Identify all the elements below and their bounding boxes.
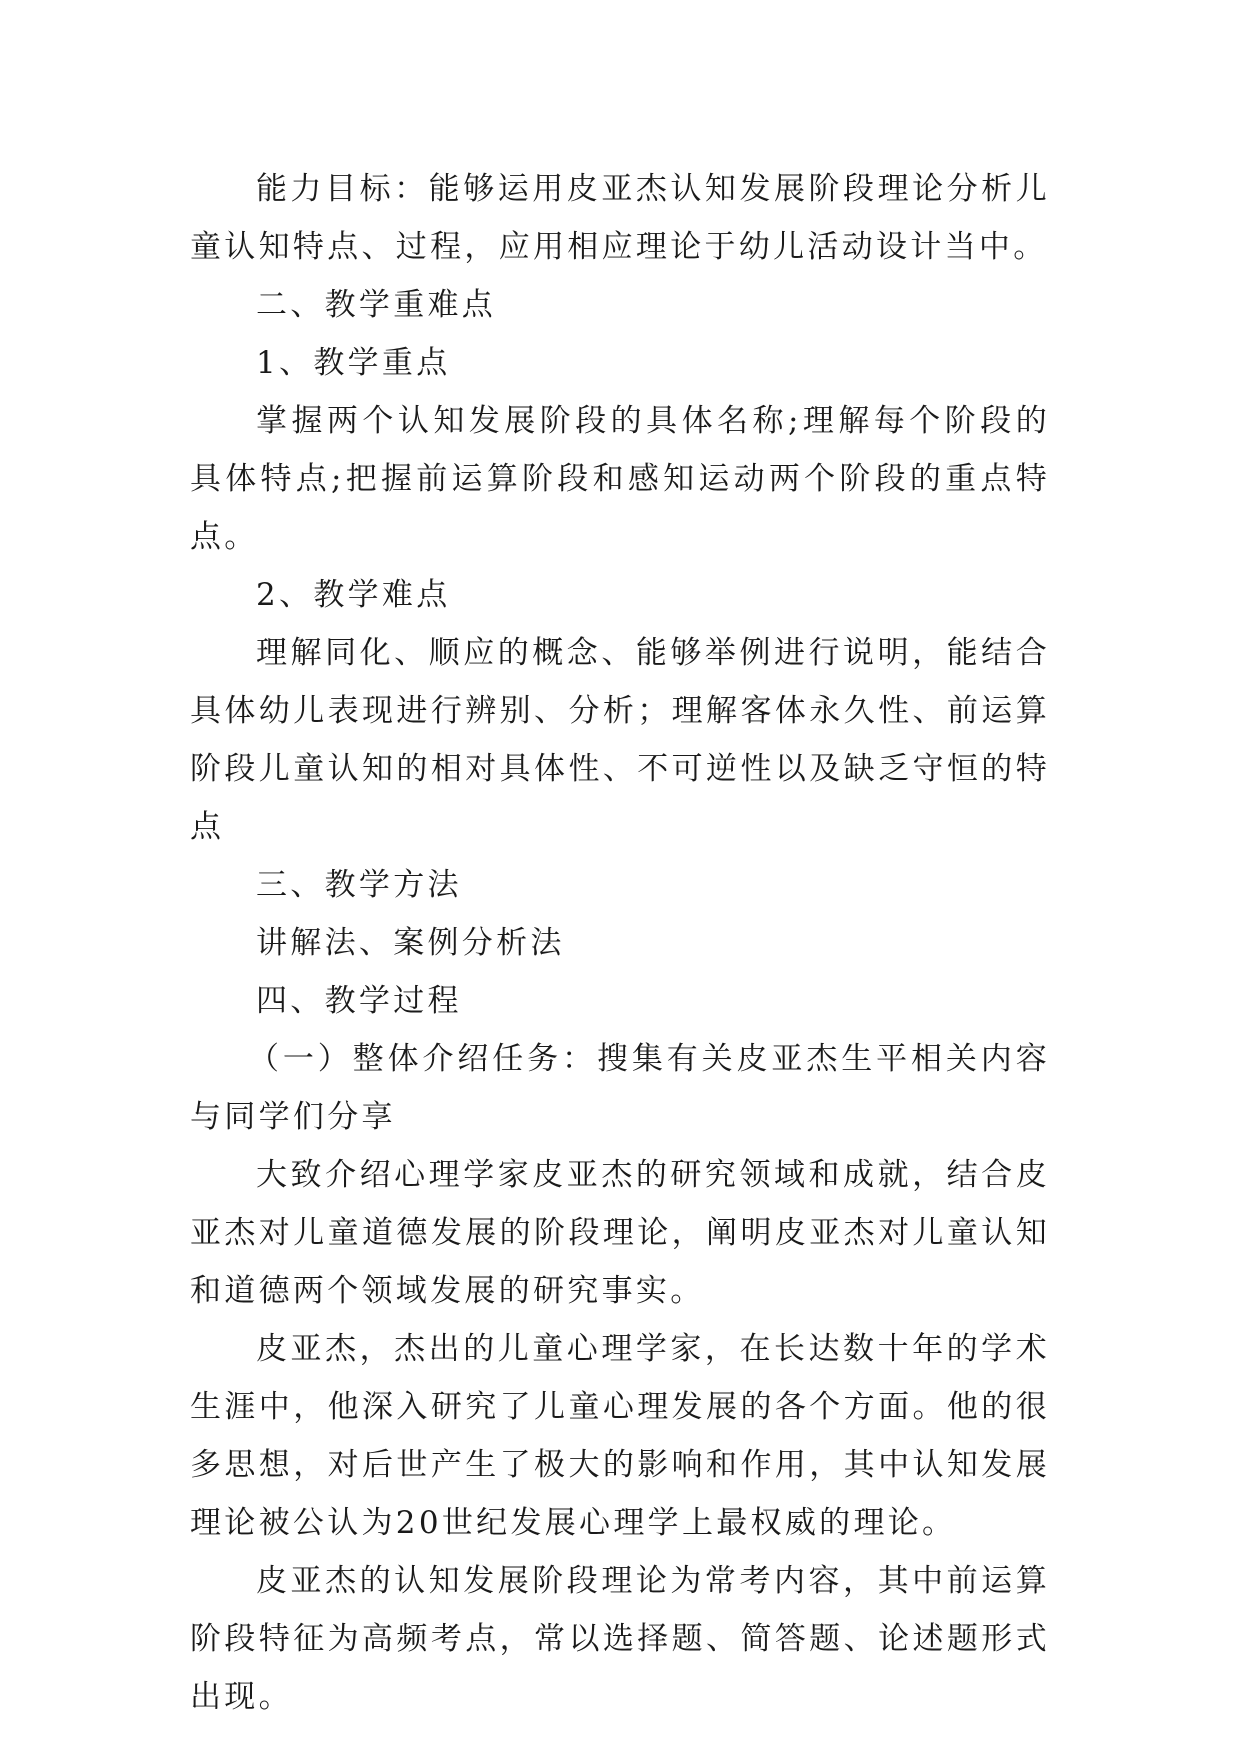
process-1-heading: （一）整体介绍任务：搜集有关皮亚杰生平相关内容与同学们分享 [190,1041,1050,1135]
section-3-heading: 三、教学方法 [256,867,462,903]
intro-paragraph: 大致介绍心理学家皮亚杰的研究领域和成就，结合皮亚杰对儿童道德发展的阶段理论，阐明皮亚杰对儿童认知和道德两个领域发展的研究事实。 [190,1157,1050,1309]
piaget-paragraph: 皮亚杰，杰出的儿童心理学家，在长达数十年的学术生涯中，他深入研究了儿童心理发展的各个方面。他的很多思想，对后世产生了极大的影响和作用，其中认知发展理论被公认为20世纪发展心理学上最权威的理论。 [190,1331,1050,1541]
document-page [190,160,1050,1726]
methods-paragraph: 讲解法、案例分析法 [256,925,565,961]
key-points-paragraph: 掌握两个认知发展阶段的具体名称;理解每个阶段的具体特点;把握前运算阶段和感知运动两个阶段的重点特点。 [190,403,1050,555]
ability-goal-paragraph: 能力目标：能够运用皮亚杰认知发展阶段理论分析儿童认知特点、过程，应用相应理论于幼儿活动设计当中。 [190,171,1050,265]
exam-paragraph: 皮亚杰的认知发展阶段理论为常考内容，其中前运算阶段特征为高频考点，常以选择题、简答题、论述题形式出现。 [190,1563,1050,1715]
difficulties-heading: 2、教学难点 [256,577,451,613]
difficulties-paragraph: 理解同化、顺应的概念、能够举例进行说明，能结合具体幼儿表现进行辨别、分析；理解客体永久性、前运算阶段儿童认知的相对具体性、不可逆性以及缺乏守恒的特点 [190,635,1050,845]
key-points-heading: 1、教学重点 [256,345,451,381]
section-2-heading: 二、教学重难点 [256,287,497,323]
section-4-heading: 四、教学过程 [256,983,462,1019]
